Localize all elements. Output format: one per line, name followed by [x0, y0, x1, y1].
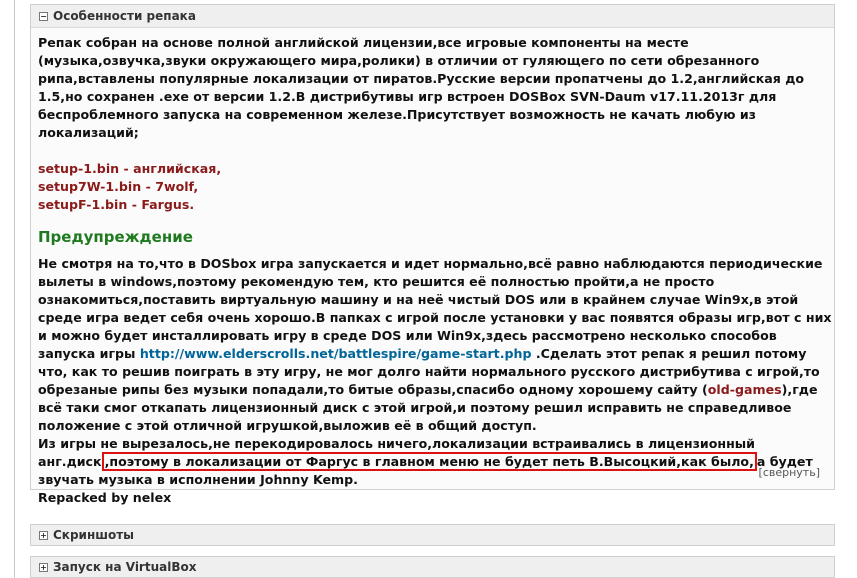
spoiler-title: Особенности репака: [53, 8, 196, 23]
spoiler-repack-features: [30, 4, 835, 505]
spoiler-title: Скриншоты: [53, 528, 135, 542]
spoiler-screenshots: [30, 524, 835, 546]
repack-description: Репак собран на основе полной английской лицензии,все игровые компоненты на месте (музыка,озвучка,звуки окружающего мира,ролики) в отличии от гуляющего по сети обрезанного рипа,вставлены популярные локализации от пиратов.Русские версии пропатчены до 1.2,английская до 1.5,но сохранен .exe от версии 1.2.В дистрибутивы игр встроен DOSBox SVN-Daum v17.11.2013г для беспроблемного запуска на современном железе.Присутствует возможность не качать любую из локализаций;: [38, 35, 805, 140]
localization-text-end: а будет звучать музыка в исполнении Johnny Kemp.: [38, 454, 813, 487]
plus-icon[interactable]: +: [40, 562, 47, 572]
reason-text: что, как то решив поиграть в эту игру, не мог долго найти нормального русского дистрибутива с игрой,то обрезаные рипы без музыки попадали,то битые образы,спасибо одному хорошему сайту (: [38, 364, 820, 397]
page-border-line: [14, 0, 15, 578]
spoiler-header[interactable]: [31, 557, 834, 577]
spoiler-title: Запуск на VirtualBox: [53, 560, 197, 574]
reason-text-end: ),где всё таки смог откапать лицензионный диск с этой игрой,и поэтому решил исправить не справедливое положение с этой отличной игрушкой,выложив её в общий доступ.: [38, 382, 818, 433]
reason-paragraph: [38, 363, 834, 435]
spoiler-header[interactable]: [31, 5, 834, 28]
spoiler-body: [31, 28, 834, 505]
localization-text: Из игры не вырезалось,не перекодировалось ничего,локализации встраивались в лицензионный анг.диск: [38, 436, 755, 469]
warning-heading: Предупреждение: [38, 228, 193, 246]
repacked-by: Repacked by nelex: [38, 490, 172, 505]
old-games-link[interactable]: old-games: [707, 382, 782, 397]
warning-text: Не смотря на то,что в DOSbox игра запускается и идет нормально,всё равно наблюдаются периодические вылеты в windows,поэтому рекомендую тем, кто решится её полностью пройти,а не просто ознакомиться,поставить виртуальную машину и на неё чистый DOS или в крайнем случае Win9x,в этой среде игра ведет себя очень хорошо.В папках с игрой после установки у вас появятся образы игр,вот с них и можно будет инсталлировать игру в среде DOS или Win9x,здесь рассмотрено несколько способов запуска игры: [38, 256, 832, 361]
setup-english: setup-1.bin - английская,: [38, 161, 222, 176]
spoiler-virtualbox: [30, 556, 835, 578]
warning-text-after-link: .Сделать этот репак я решил потому: [531, 346, 807, 361]
spoiler-header[interactable]: [31, 525, 834, 545]
warning-paragraph: [38, 255, 834, 363]
elderscrolls-link[interactable]: http://www.elderscrolls.net/battlespire/game-start.php: [139, 346, 532, 361]
collapse-link[interactable]: [свернуть]: [758, 466, 820, 479]
setup-fargus: setupF-1.bin - Fargus.: [38, 197, 195, 212]
setup-7wolf: setup7W-1.bin - 7wolf,: [38, 179, 199, 194]
plus-icon[interactable]: +: [40, 530, 47, 540]
highlighted-text: ,поэтому в локализации от Фаргус в главном меню не будет петь В.Высоцкий,как было,: [102, 452, 757, 471]
minus-icon[interactable]: −: [40, 11, 47, 21]
localization-paragraph: [38, 435, 834, 489]
